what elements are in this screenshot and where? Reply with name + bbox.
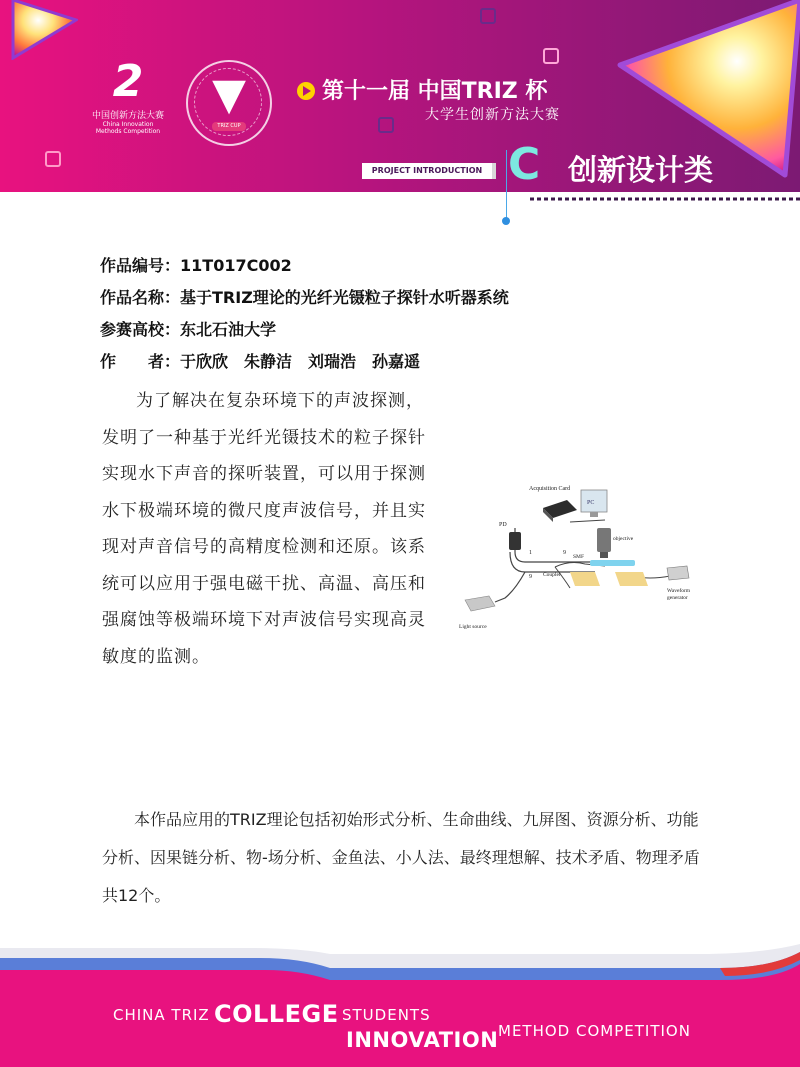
project-name-value: 基于TRIZ理论的光纤光镊粒子探针水听器系统 (180, 288, 509, 307)
triangle-decoration-left (8, 0, 78, 60)
square-decoration (45, 151, 61, 167)
waveform-generator-label: Waveform (667, 588, 691, 594)
waveform-generator-label: generator (667, 595, 688, 601)
light-source (465, 596, 495, 611)
vertical-accent-line (506, 150, 507, 220)
project-id-value: 11T017C002 (180, 256, 292, 275)
translation-stage (570, 572, 600, 586)
light-source-label: Light source (459, 624, 487, 630)
footer-text-china-triz: CHINA TRIZ (113, 1006, 210, 1024)
footer-text-innovation: INNOVATION (346, 1028, 499, 1052)
accent-dot (502, 217, 510, 225)
project-id-label: 作品编号： (100, 256, 181, 275)
project-authors-row (100, 346, 509, 378)
acquisition-card-label: Acquisition Card (529, 486, 571, 492)
port-9-label: 9 (563, 550, 566, 556)
logo-year-tag: TRIZ CUP (212, 122, 246, 131)
triz-paragraph: 本作品应用的TRIZ理论包括初始形式分析、生命曲线、九屏图、资源分析、功能分析、因果链分析、物-场分析、金鱼法、小人法、最终理想解、技术矛盾、物理矛盾共12个。 (102, 810, 700, 905)
competition-title: 第十一届 中国TRIZ 杯 (322, 79, 548, 104)
category-label: 创新设计类 (568, 153, 714, 187)
project-meta (100, 250, 509, 378)
objective-lens (597, 528, 611, 552)
header-banner (0, 0, 800, 192)
project-school-value: 东北石油大学 (180, 320, 277, 339)
project-school-label: 参赛高校： (100, 320, 181, 339)
port-1-label: 1 (529, 550, 532, 556)
pc-label: PC (587, 500, 595, 506)
footer-text-college: COLLEGE (214, 1000, 339, 1028)
footer-text-method-competition: METHOD COMPETITION (498, 1022, 691, 1040)
project-name-label: 作品名称： (100, 288, 181, 307)
system-diagram (455, 480, 705, 635)
project-id-row (100, 250, 509, 282)
trophy-icon: ▼ (212, 69, 246, 120)
port-9-label: 9 (529, 574, 532, 580)
pd-label: PD (499, 522, 507, 528)
cimc-logo-name-en: Methods Competition (95, 128, 161, 135)
competition-subtitle: 大学生创新方法大赛 (425, 107, 560, 123)
waveform-generator (667, 566, 689, 580)
description-paragraph: 为了解决在复杂环境下的声波探测，发明了一种基于光纤光镊技术的粒子探针实现水下声音的探听装置，可以用于探测水下极端环境的微尺度声波信号，并且实现对声音信号的高精度检测和还原。该系统可以应用于强电磁干扰、高温、高压和强腐蚀等极端环境下对声波信号实现高灵敏度的监测。 (102, 391, 426, 667)
play-icon (297, 82, 315, 100)
project-school-row (100, 314, 509, 346)
cimc-logo (78, 58, 178, 148)
photodetector (509, 532, 521, 550)
square-decoration (543, 48, 559, 64)
cimc-logo-name-en: China Innovation (102, 121, 154, 128)
project-name-row (100, 282, 509, 314)
dashed-rule (530, 196, 800, 202)
cimc-logo-name-cn: 中国创新方法大赛 (91, 111, 164, 121)
project-authors-value: 于欣欣 朱静洁 刘瑞浩 孙嘉遥 (180, 352, 421, 371)
triz-cup-logo (186, 60, 272, 146)
smf-label: SMF (573, 554, 585, 560)
category-letter: C (508, 139, 541, 190)
translation-stage (615, 572, 648, 586)
coupler-label: Coupler (543, 572, 561, 578)
cimc-logo-mark: 2 (112, 56, 144, 107)
square-decoration (480, 8, 496, 24)
objective-label: objective (613, 536, 634, 542)
fiber-sample (590, 560, 635, 566)
project-author-label: 作 者： (100, 352, 181, 371)
footer-text-students: STUDENTS (342, 1006, 431, 1024)
project-introduction-badge: PROJECT INTRODUCTION (362, 163, 496, 179)
square-decoration (378, 117, 394, 133)
